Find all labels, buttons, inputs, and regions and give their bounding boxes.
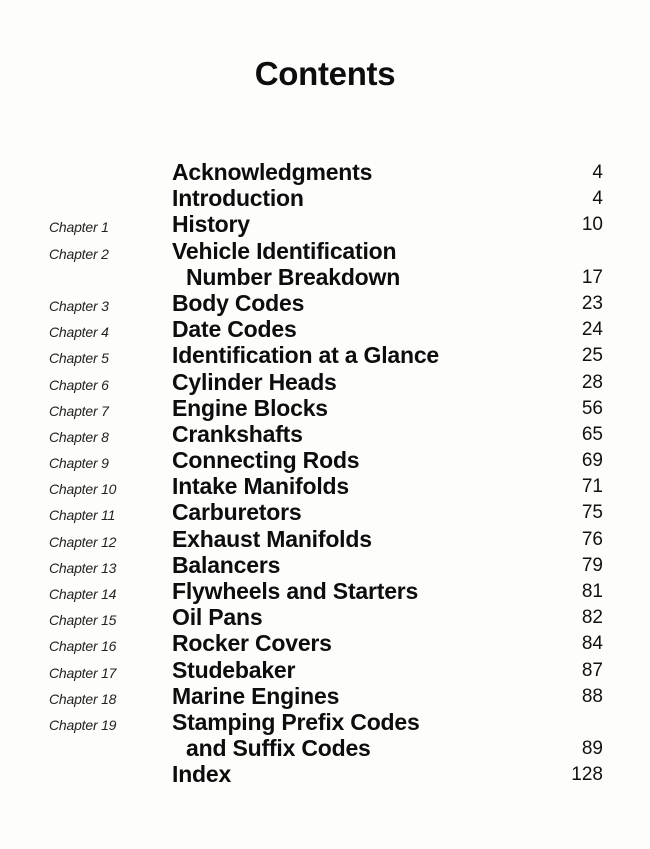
chapter-label: Chapter 6 xyxy=(49,376,109,393)
page-number: 25 xyxy=(581,345,603,367)
toc-row-chapter-8[interactable] xyxy=(0,421,650,447)
toc-row-chapter-19[interactable] xyxy=(0,709,650,735)
entry-title: Studebaker xyxy=(172,656,296,683)
page-number: 65 xyxy=(581,423,603,445)
page-number: 88 xyxy=(581,685,603,707)
entry-title: Identification at a Glance xyxy=(172,342,440,369)
toc-row-chapter-4[interactable] xyxy=(0,316,650,342)
entry-title: Stamping Prefix Codes xyxy=(172,708,420,735)
chapter-label: Chapter 5 xyxy=(49,350,109,367)
page-number: 69 xyxy=(581,450,603,472)
toc-row-chapter-11[interactable] xyxy=(0,499,650,525)
entry-title: Intake Manifolds xyxy=(172,473,349,500)
toc-row-chapter-3[interactable] xyxy=(0,290,650,316)
entry-title-continuation: and Suffix Codes xyxy=(186,735,371,762)
chapter-label: Chapter 3 xyxy=(49,297,109,314)
entry-title: Carburetors xyxy=(172,499,302,526)
toc-row-chapter-10[interactable] xyxy=(0,473,650,499)
entry-title: Cylinder Heads xyxy=(172,368,337,395)
entry-title: Body Codes xyxy=(172,289,305,316)
chapter-label: Chapter 11 xyxy=(49,507,116,524)
entry-title: Introduction xyxy=(172,185,304,212)
toc-row-chapter-18[interactable] xyxy=(0,683,650,709)
chapter-label: Chapter 13 xyxy=(49,559,117,576)
entry-title: Vehicle Identification xyxy=(172,237,397,264)
toc-row-chapter-2[interactable] xyxy=(0,238,650,264)
entry-title: Balancers xyxy=(172,551,281,578)
toc-row-acknowledgments[interactable] xyxy=(0,159,650,185)
table-of-contents xyxy=(0,159,650,788)
entry-title: Marine Engines xyxy=(172,682,340,709)
toc-row-chapter-7[interactable] xyxy=(0,395,650,421)
toc-row-chapter-6[interactable] xyxy=(0,369,650,395)
page-number: 89 xyxy=(581,738,603,760)
page-number: 4 xyxy=(592,162,603,183)
page-number: 71 xyxy=(581,476,603,498)
toc-row-chapter-1[interactable] xyxy=(0,211,650,237)
page-number: 23 xyxy=(581,292,603,314)
toc-row-chapter-14[interactable] xyxy=(0,578,650,604)
toc-row-chapter-9[interactable] xyxy=(0,447,650,473)
chapter-label: Chapter 14 xyxy=(49,586,117,602)
chapter-label: Chapter 8 xyxy=(49,428,109,445)
toc-row-chapter-12[interactable] xyxy=(0,526,650,552)
page-number: 56 xyxy=(581,397,603,419)
entry-title: Engine Blocks xyxy=(172,394,328,421)
chapter-label: Chapter 17 xyxy=(49,664,117,681)
chapter-label: Chapter 7 xyxy=(49,402,109,419)
page-number: 24 xyxy=(581,319,603,341)
entry-title: Flywheels and Starters xyxy=(172,578,419,604)
toc-row-introduction[interactable] xyxy=(0,185,650,211)
chapter-label: Chapter 15 xyxy=(49,612,117,629)
page-number: 17 xyxy=(581,266,603,288)
page-number: 79 xyxy=(581,554,603,576)
page-number: 4 xyxy=(592,188,603,210)
entry-title: Connecting Rods xyxy=(172,447,360,474)
page-number: 75 xyxy=(581,502,603,524)
entry-title: Index xyxy=(172,761,232,788)
chapter-label: Chapter 10 xyxy=(49,481,117,498)
toc-row-index[interactable] xyxy=(0,761,650,787)
entry-title: Oil Pans xyxy=(172,604,263,631)
page-number: 87 xyxy=(581,659,603,681)
entry-title: Crankshafts xyxy=(172,420,303,447)
page-number: 128 xyxy=(571,764,603,786)
entry-title: Exhaust Manifolds xyxy=(172,525,372,552)
page-number: 84 xyxy=(581,633,603,655)
entry-title: Acknowledgments xyxy=(172,159,373,185)
entry-title: Rocker Covers xyxy=(172,630,332,657)
chapter-label: Chapter 16 xyxy=(49,638,117,655)
page-number: 28 xyxy=(581,371,603,393)
toc-row-chapter-2-continued[interactable] xyxy=(0,264,650,290)
chapter-label: Chapter 1 xyxy=(49,219,109,236)
chapter-label: Chapter 4 xyxy=(49,324,109,341)
entry-title: History xyxy=(172,211,250,238)
chapter-label: Chapter 12 xyxy=(49,533,117,550)
chapter-label: Chapter 2 xyxy=(49,245,109,262)
entry-title: Date Codes xyxy=(172,316,297,343)
page-number: 10 xyxy=(581,214,603,236)
page-number: 82 xyxy=(581,607,603,629)
chapter-label: Chapter 19 xyxy=(49,716,117,733)
toc-row-chapter-19-continued[interactable] xyxy=(0,735,650,761)
page-title: Contents xyxy=(254,55,396,92)
page-number: 76 xyxy=(581,528,603,550)
chapter-label: Chapter 18 xyxy=(49,690,117,707)
toc-row-chapter-13[interactable] xyxy=(0,552,650,578)
toc-row-chapter-15[interactable] xyxy=(0,604,650,630)
page-number: 81 xyxy=(581,581,603,602)
toc-row-chapter-17[interactable] xyxy=(0,657,650,683)
toc-row-chapter-5[interactable] xyxy=(0,342,650,368)
chapter-label: Chapter 9 xyxy=(49,455,109,472)
toc-row-chapter-16[interactable] xyxy=(0,630,650,656)
entry-title-continuation: Number Breakdown xyxy=(186,263,401,290)
